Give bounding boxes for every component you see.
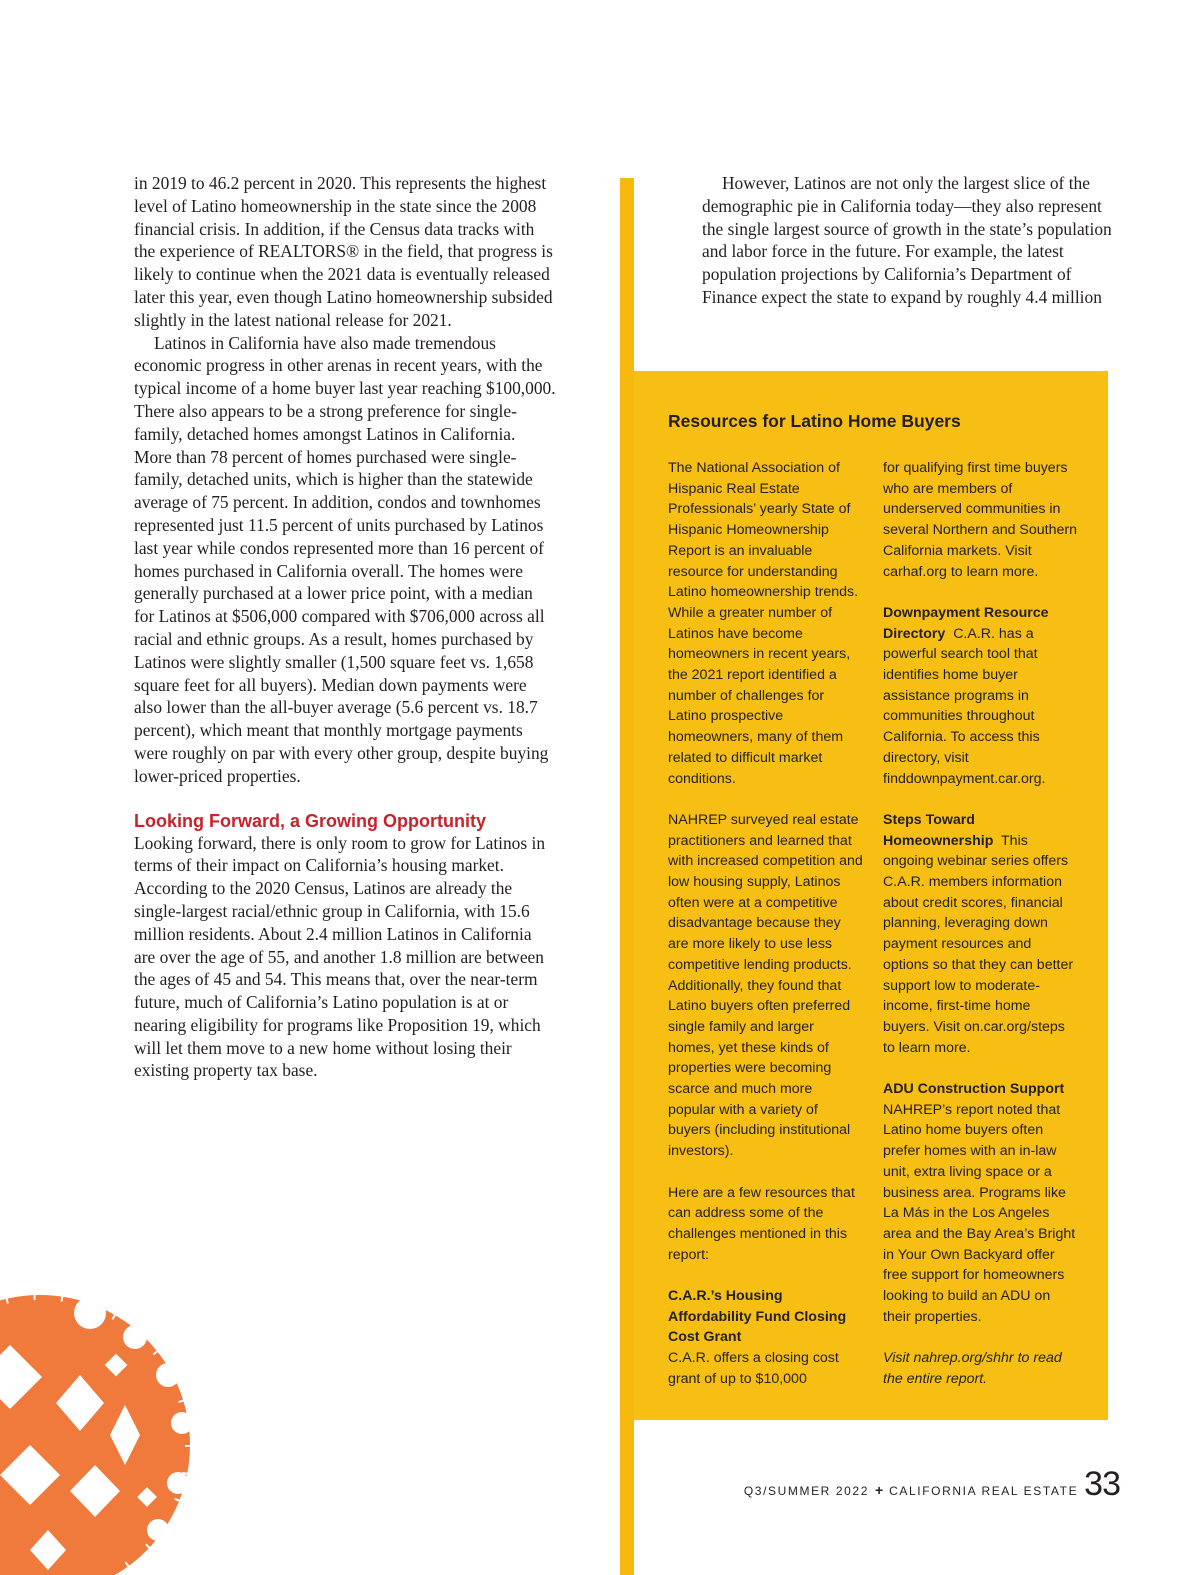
- resource-title: C.A.R.’s Housing Affordability Fund Closing Cost Grant: [668, 1288, 847, 1346]
- resource-steps: [883, 810, 1078, 1058]
- papel-picado-decoration: [0, 1245, 240, 1575]
- resource-title: Steps Toward Homeownership: [883, 811, 994, 849]
- body-paragraph: Latinos in California have also made tremendous economic progress in other arenas in recent years, with the typical income of a home buyer last year reaching $100,000. There also appears to be a strong preference for single-family, detached homes amongst Latinos in California. More than 78 percent of homes purchased were single-family, detached units, which is higher than the statewide average of 75 percent. In addition, condos and townhomes represented just 11.5 percent of units purchased by Latinos last year while condos represented more than 16 percent of homes purchased in California overall. The homes were generally purchased at a lower price point, with a median for Latinos at $506,000 compared with $706,000 across all racial and ethnic groups. As a result, homes purchased by Latinos were slightly smaller (1,500 square feet vs. 1,658 square feet for all buyers). Median down payments were also lower than the all-buyer average (5.6 percent vs. 18.7 percent), which meant that monthly mortgage payments were roughly on par with every other group, despite buying lower-priced properties.: [134, 332, 556, 786]
- resource-grant: [668, 1286, 863, 1390]
- sidebar-paragraph: Here are a few resources that can address some of the challenges mentioned in this report:: [668, 1184, 855, 1263]
- left-article-column: [134, 172, 556, 1082]
- resource-title: ADU Construction Support: [883, 1081, 1065, 1098]
- resource-adu: [883, 1079, 1078, 1327]
- accent-bar: [620, 178, 634, 1575]
- body-paragraph: Looking forward, there is only room to grow for Latinos in terms of their impact on California’s housing market. According to the 2020 Census, Latinos are already the single-largest racial/ethnic group in California, with 15.6 million residents. About 2.4 million Latinos in California are over the age of 55, and another 1.8 million are between the ages of 45 and 54. This means that, over the near-term future, much of California’s Latino population is at or nearing eligibility for programs like Proposition 19, which will let them move to a new home without losing their existing property tax base.: [134, 832, 546, 1081]
- magazine-name: CALIFORNIA REAL ESTATE: [889, 1484, 1079, 1498]
- resource-text: for qualifying first time buyers who are members of underserved communities in several Northern and Southern California markets. Visit carhaf.org to learn more.: [883, 460, 1078, 580]
- resource-downpayment: [883, 603, 1078, 789]
- body-paragraph: in 2019 to 46.2 percent in 2020. This represents the highest level of Latino homeownership in the state since the 2008 financial crisis. In addition, if the Census data tracks with the experience of REALTORS® in the field, that progress is likely to continue when the 2021 data is eventually released later this year, even though Latino homeownership subsided slightly in the latest national release for 2021.: [134, 173, 553, 330]
- sidebar-closing-note: Visit nahrep.org/shhr to read the entire report.: [883, 1350, 1062, 1387]
- section-heading: Looking Forward, a Growing Opportunity: [134, 810, 486, 831]
- page-footer: [744, 1467, 1120, 1501]
- sidebar-column-2: [883, 458, 1078, 1390]
- page-number: 33: [1084, 1465, 1120, 1503]
- right-article-column: [702, 172, 1122, 309]
- sidebar-column-1: [668, 458, 863, 1390]
- sidebar-paragraph: The National Association of Hispanic Real Estate Professionals’ yearly State of Hispanic Homeownership Report is an invaluable resource for understanding Latino homeownership trends. While a greater number of Latinos have become homeowners in recent years, the 2021 report identified a number of challenges for Latino prospective homeowners, many of them related to difficult market conditions.: [668, 460, 859, 787]
- sidebar-paragraph: NAHREP surveyed real estate practitioners and learned that with increased competition and low housing supply, Latinos often were at a competitive disadvantage because they are more likely to use less competitive lending products. Additionally, they found that Latino buyers often preferred single family and larger homes, yet these kinds of properties were becoming scarce and much more popular with a variety of buyers (including institutional investors).: [668, 811, 863, 1160]
- resource-text: This ongoing webinar series offers C.A.R. members information about credit scores, financial planning, leveraging down payment resources and options so that they can better support low to moderate-income, first-time home buyers. Visit on.car.org/steps to learn more.: [883, 832, 1074, 1056]
- resources-sidebar: [634, 371, 1108, 1420]
- body-paragraph: However, Latinos are not only the largest slice of the demographic pie in California today—they also represent the single largest source of growth in the state’s population and labor force in the future. For example, the latest population projections by California’s Department of Finance expect the state to expand by roughly 4.4 million: [702, 173, 1112, 307]
- separator-icon: +: [874, 1482, 884, 1498]
- resource-text: C.A.R. has a powerful search tool that identifies home buyer assistance programs in communities throughout California. To access this directory, visit finddownpayment.car.org.: [883, 625, 1046, 787]
- issue-label: Q3/SUMMER 2022: [743, 1484, 869, 1498]
- resource-text: NAHREP’s report noted that Latino home buyers often prefer homes with an in-law unit, extra living space or a business area. Programs like La Más in the Los Angeles area and the Bay Area’s Bright in Your Own Backyard offer free support for homeowners looking to build an ADU on their properties.: [883, 1101, 1076, 1325]
- resource-text: C.A.R. offers a closing cost grant of up to $10,000: [668, 1350, 839, 1387]
- sidebar-title: Resources for Latino Home Buyers: [668, 411, 961, 431]
- resource-title: Downpayment Resource Directory: [883, 604, 1049, 642]
